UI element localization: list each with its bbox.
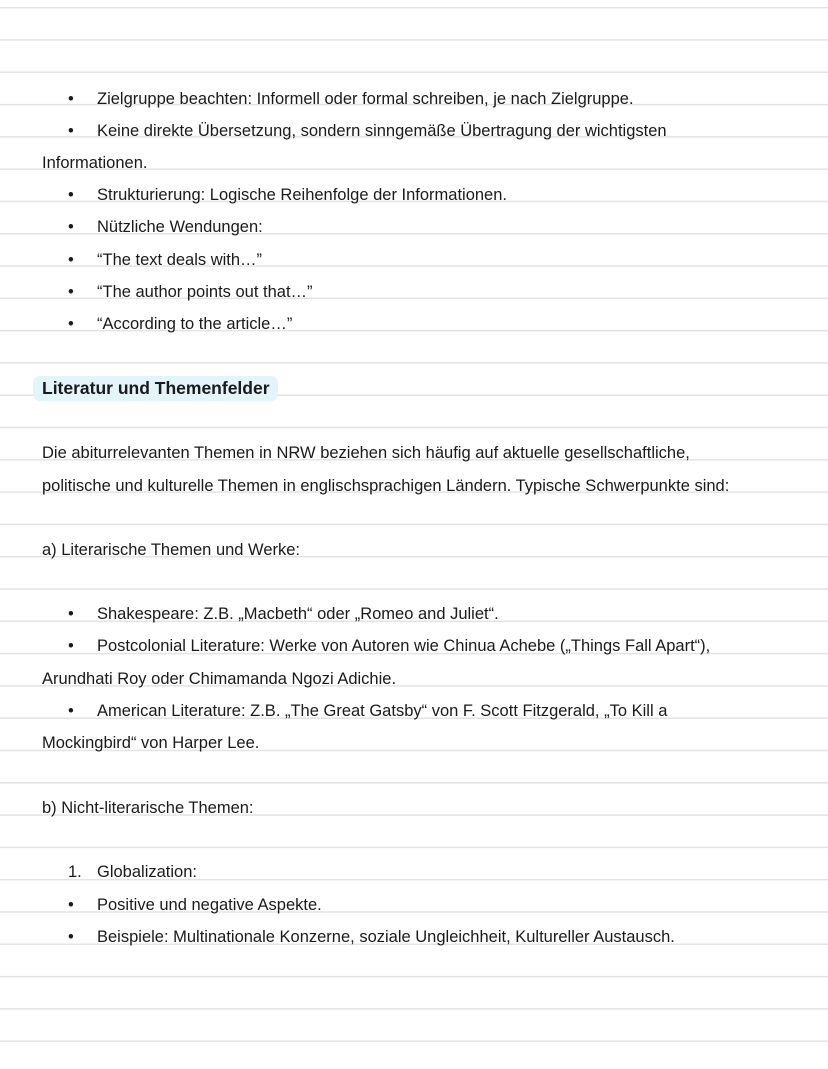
numbered-item-globalization: Globalization: (97, 863, 197, 881)
bullet-marker: • (68, 605, 74, 623)
subsection-b-title: b) Nicht-literarische Themen: (42, 799, 254, 817)
bullet-phrase-deals-with: “The text deals with…” (97, 251, 263, 269)
bullet-wendungen: Nützliche Wendungen: (97, 218, 263, 236)
bullet-american-continuation: Mockingbird“ von Harper Lee. (42, 734, 260, 752)
bullet-marker: • (68, 702, 74, 720)
intro-line: politische und kulturelle Themen in englischsprachigen Ländern. Typische Schwerpunkte sind: (42, 477, 730, 495)
bullet-beispiele: Beispiele: Multinationale Konzerne, soziale Ungleichheit, Kultureller Austausch. (97, 928, 675, 946)
bullet-marker: • (68, 315, 74, 333)
bullet-shakespeare: Shakespeare: Z.B. „Macbeth“ oder „Romeo and Juliet“. (97, 605, 499, 623)
bullet-american: American Literature: Z.B. „The Great Gatsby“ von F. Scott Fitzgerald, „To Kill a (97, 702, 668, 720)
bullet-aspekte: Positive und negative Aspekte. (97, 896, 322, 914)
bullet-marker: • (68, 928, 74, 946)
bullet-postcolonial: Postcolonial Literature: Werke von Autoren wie Chinua Achebe („Things Fall Apart“), (97, 637, 711, 655)
bullet-marker: • (68, 122, 74, 140)
section-heading: Literatur und Themenfelder (33, 376, 278, 401)
bullet-postcolonial-continuation: Arundhati Roy oder Chimamanda Ngozi Adichie. (42, 670, 397, 688)
bullet-marker: • (68, 637, 74, 655)
numbered-marker: 1. (68, 863, 82, 881)
bullet-marker: • (68, 218, 74, 236)
bullet-marker: • (68, 896, 74, 914)
bullet-strukturierung: Strukturierung: Logische Reihenfolge der Informationen. (97, 186, 507, 204)
bullet-uebersetzung: Keine direkte Übersetzung, sondern sinngemäße Übertragung der wichtigsten (97, 122, 667, 140)
bullet-marker: • (68, 186, 74, 204)
bullet-phrase-points-out: “The author points out that…” (97, 283, 313, 301)
bullet-marker: • (68, 90, 74, 108)
bullet-marker: • (68, 283, 74, 301)
bullet-uebersetzung-continuation: Informationen. (42, 154, 148, 172)
intro-line: Die abiturrelevanten Themen in NRW beziehen sich häufig auf aktuelle gesellschaftliche, (42, 444, 690, 462)
bullet-phrase-according: “According to the article…” (97, 315, 293, 333)
bullet-zielgruppe: Zielgruppe beachten: Informell oder formal schreiben, je nach Zielgruppe. (97, 90, 634, 108)
subsection-a-title: a) Literarische Themen und Werke: (42, 541, 301, 559)
bullet-marker: • (68, 251, 74, 269)
